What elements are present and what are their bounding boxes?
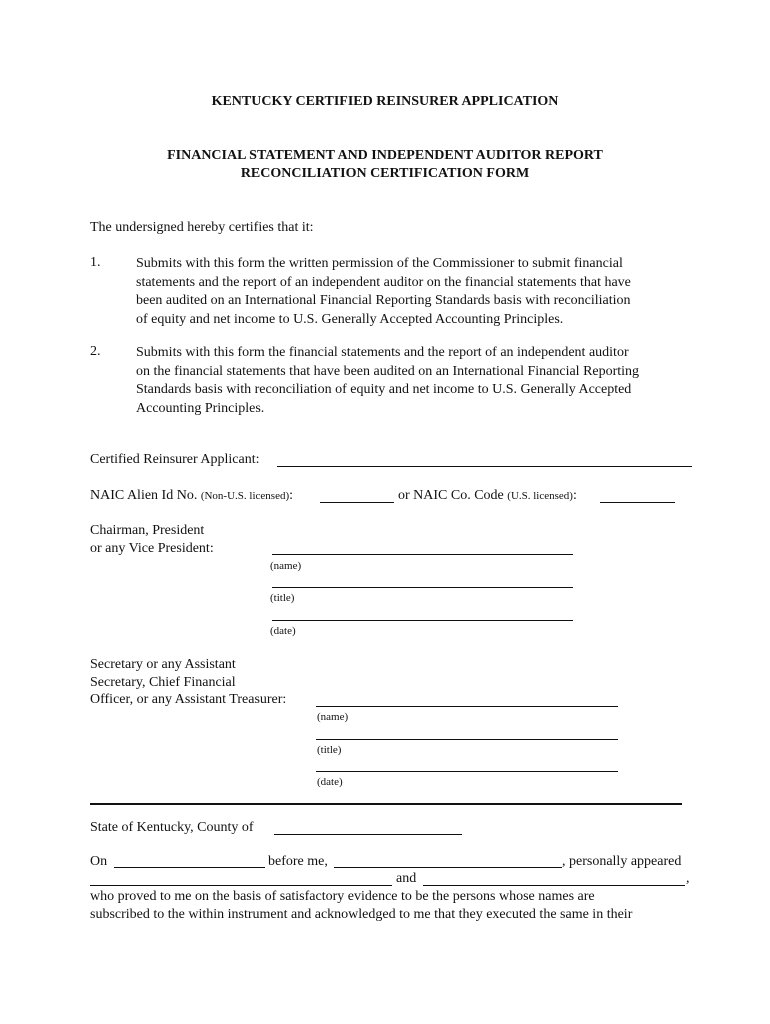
chairman-name-field[interactable] <box>272 554 573 555</box>
item-2-line: on the financial statements that have been audited on an International Financial Reporting <box>136 363 640 379</box>
secretary-label-line2: Secretary, Chief Financial <box>90 675 236 690</box>
item-1-line: Submits with this form the written permission of the Commissioner to submit financial <box>136 256 623 271</box>
person-1-field[interactable] <box>90 885 392 886</box>
document-title: KENTUCKY CERTIFIED REINSURER APPLICATION <box>211 94 559 109</box>
item-1-line: statements and the report of an independent auditor on the financial statements that have <box>136 274 631 290</box>
chairman-title-caption: (title) <box>270 592 295 604</box>
chairman-date-caption: (date) <box>270 625 296 637</box>
intro-text: The undersigned hereby certifies that it: <box>90 220 314 235</box>
secretary-label-line3: Officer, or any Assistant Treasurer: <box>90 692 287 707</box>
notary-text-line1: who proved to me on the basis of satisfactory evidence to be the persons whose names are <box>90 889 595 904</box>
notary-name-field[interactable] <box>334 867 562 868</box>
notary-text-line2: subscribed to the within instrument and acknowledged to me that they executed the same in their <box>90 907 633 922</box>
chairman-label-line2: or any Vice President: <box>90 541 214 556</box>
item-2-line: Submits with this form the financial statements and the report of an independent auditor <box>136 345 629 360</box>
secretary-date-caption: (date) <box>317 776 343 788</box>
before-me-label: before me, <box>268 854 328 869</box>
naic-or-label: or NAIC Co. Code <box>398 488 504 503</box>
state-county-label: State of Kentucky, County of <box>90 820 254 835</box>
date-field[interactable] <box>114 867 265 868</box>
naic-code-note: (U.S. licensed) <box>507 490 573 502</box>
naic-code-colon: : <box>572 488 577 503</box>
applicant-field[interactable] <box>277 466 692 467</box>
naic-alien-id-field[interactable] <box>320 502 394 503</box>
secretary-name-caption: (name) <box>317 711 349 723</box>
naic-alien-note: (Non-U.S. licensed) <box>200 490 290 502</box>
item-2-number: 2. <box>90 344 101 359</box>
item-2-line: Accounting Principles. <box>136 400 265 416</box>
item-1-text <box>136 255 696 329</box>
form-subtitle-line2: RECONCILIATION CERTIFICATION FORM <box>240 166 530 181</box>
chairman-label-line1: Chairman, President <box>90 523 205 538</box>
naic-code-row <box>398 488 577 504</box>
naic-alien-colon: : <box>289 488 294 503</box>
secretary-date-field[interactable] <box>316 771 618 772</box>
applicant-label: Certified Reinsurer Applicant: <box>90 452 260 467</box>
naic-row <box>90 488 293 504</box>
item-1-line: been audited on an International Financial Reporting Standards basis with reconciliation <box>136 293 631 308</box>
naic-alien-label: NAIC Alien Id No. <box>90 488 198 503</box>
secretary-title-caption: (title) <box>317 744 342 756</box>
secretary-label-line1: Secretary or any Assistant <box>90 657 236 672</box>
secretary-title-field[interactable] <box>316 739 618 740</box>
on-label: On <box>90 854 108 869</box>
and-label: and <box>396 871 417 886</box>
section-divider <box>90 803 682 805</box>
secretary-name-field[interactable] <box>316 706 618 707</box>
item-2-line: Standards basis with reconciliation of equity and net income to U.S. Generally Accepted <box>136 382 632 397</box>
person-2-field[interactable] <box>423 885 685 886</box>
county-field[interactable] <box>274 834 462 835</box>
chairman-name-caption: (name) <box>270 560 302 572</box>
chairman-date-field[interactable] <box>272 620 573 621</box>
item-1-number: 1. <box>90 255 101 270</box>
item-1-line: of equity and net income to U.S. Generally Accepted Accounting Principles. <box>136 311 564 327</box>
personally-appeared-label: , personally appeared <box>562 854 682 869</box>
naic-co-code-field[interactable] <box>600 502 675 503</box>
comma-label: , <box>686 871 690 886</box>
form-subtitle-line1: FINANCIAL STATEMENT AND INDEPENDENT AUDITOR REPORT <box>167 148 603 163</box>
chairman-title-field[interactable] <box>272 587 573 588</box>
item-2-text <box>136 344 696 418</box>
